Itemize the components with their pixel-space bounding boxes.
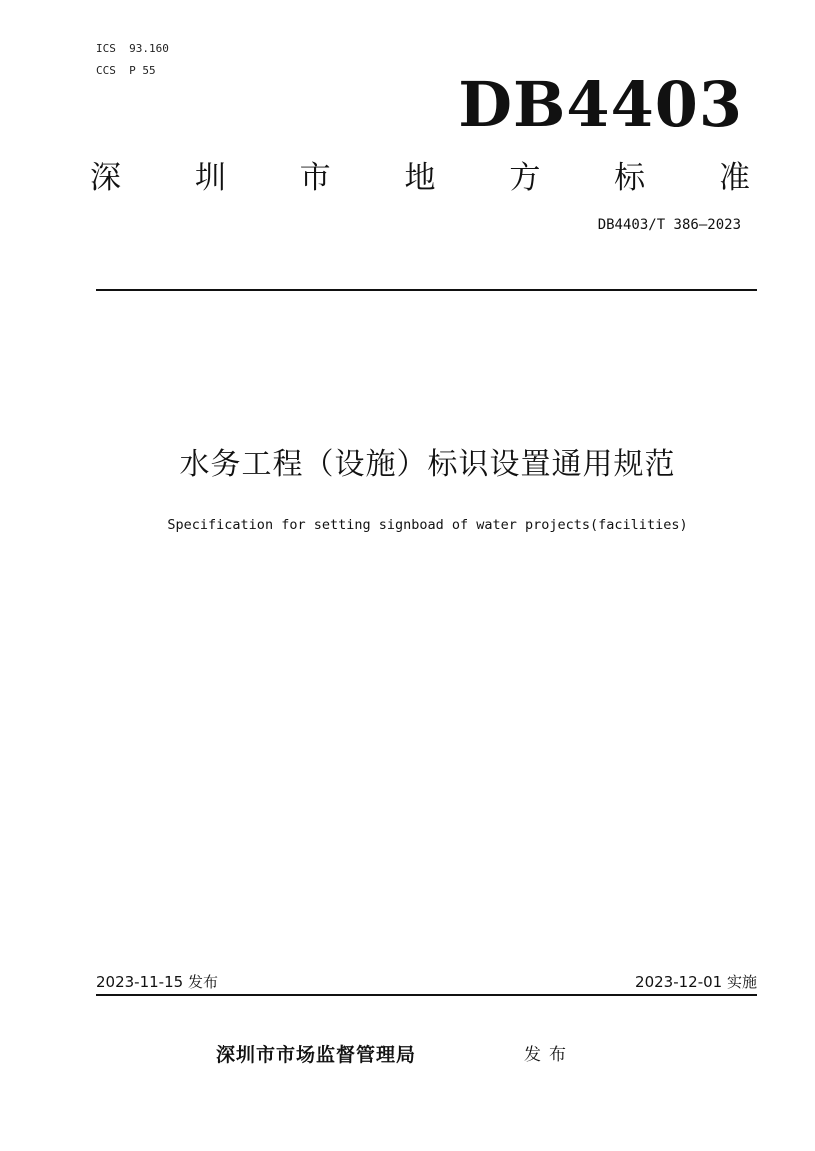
standard-type-char: 方 xyxy=(509,160,541,196)
ccs-code: CCS P 55 xyxy=(96,64,156,77)
title-chinese: 水务工程（设施）标识设置通用规范 xyxy=(179,447,676,482)
date-row xyxy=(96,971,757,993)
issuing-authority: 深圳市市场监督管理局 xyxy=(216,1044,417,1066)
standard-number: DB4403/T 386—2023 xyxy=(597,217,741,233)
standard-type-char: 市 xyxy=(299,160,331,196)
implementation-date: 2023-12-01 实施 xyxy=(635,973,757,991)
standard-type-char: 标 xyxy=(614,160,646,196)
standard-type-heading xyxy=(90,158,750,198)
standard-type-char: 准 xyxy=(718,160,750,196)
standard-type-char: 圳 xyxy=(194,160,226,196)
bottom-divider xyxy=(96,994,757,996)
issue-label: 发布 xyxy=(524,1045,574,1065)
standard-type-char: 地 xyxy=(404,160,436,196)
standard-code-logo: DB4403 xyxy=(458,68,743,141)
standard-type-char: 深 xyxy=(90,160,121,196)
ics-code: ICS 93.160 xyxy=(96,42,169,55)
title-english: Specification for setting signboad of water projects(facilities) xyxy=(167,517,688,533)
classification-codes xyxy=(96,38,169,82)
top-divider xyxy=(96,289,757,291)
issue-date: 2023-11-15 发布 xyxy=(96,973,218,991)
